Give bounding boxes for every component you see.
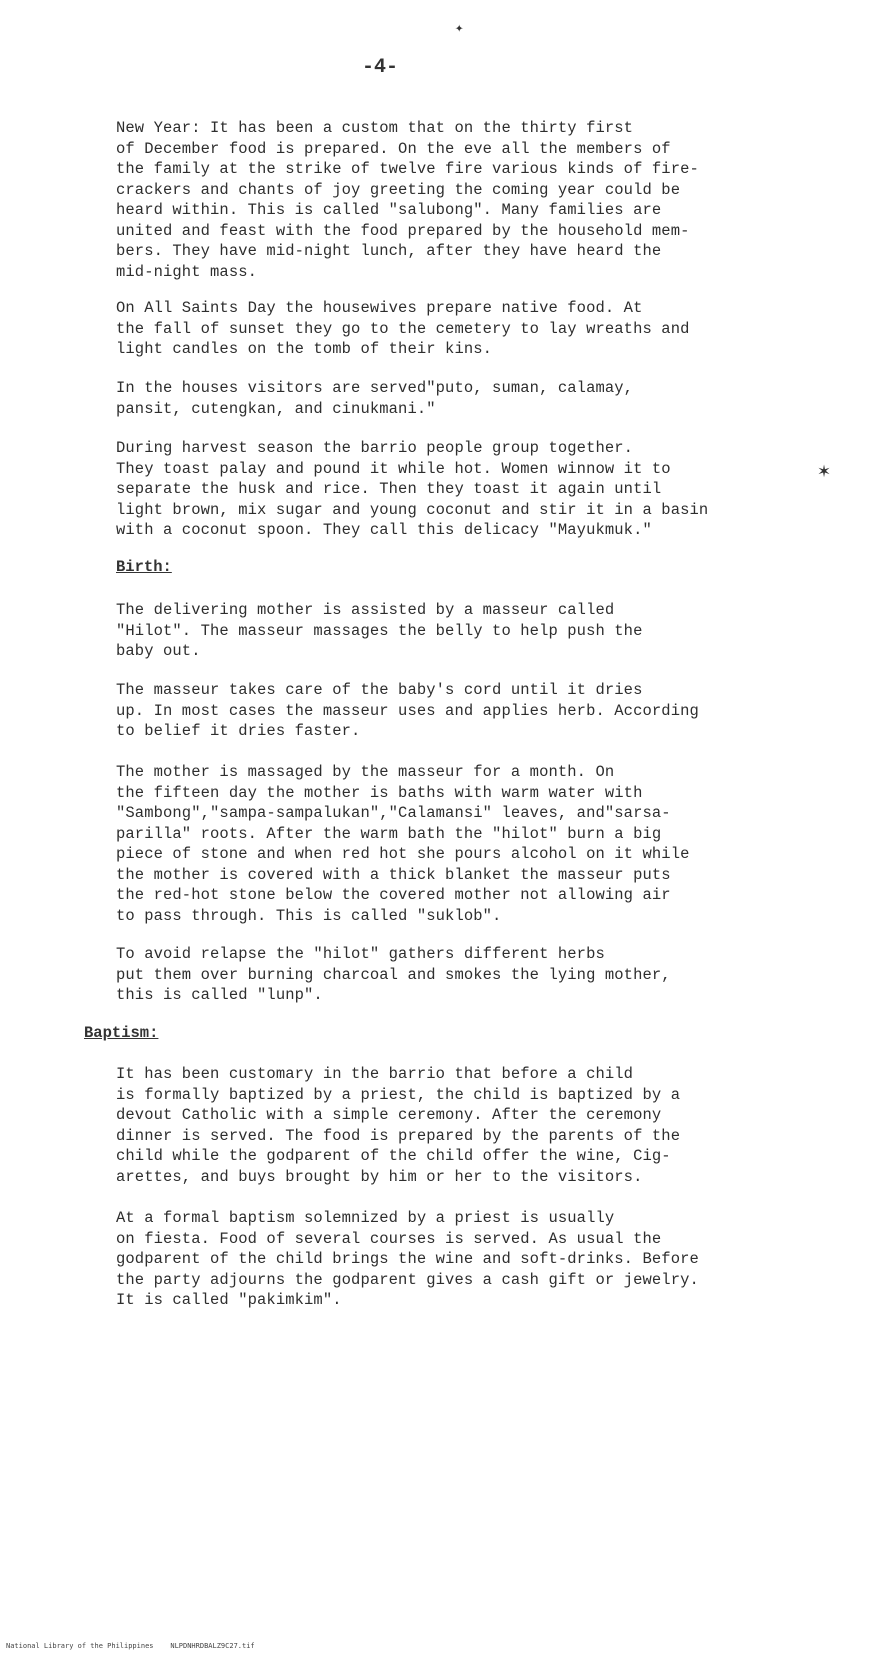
ink-speck: ✦ [455,21,464,37]
paragraph-visitors-served: In the houses visitors are served"puto, suman, calamay, pansit, cutengkan, and cinukmani." [116,379,634,418]
heading-birth: Birth: [116,558,172,576]
paragraph-birth-masseur: The delivering mother is assisted by a masseur called "Hilot". The masseur massages the belly to help push the baby out. [116,601,643,660]
page-number: -4- [361,56,398,79]
paragraph-birth-massage: The mother is massaged by the masseur for a month. On the fifteen day the mother is baths with warm water with "Sambong","sampa-sampalukan","Calamansi" leaves, and"sarsa- parilla" roots. After the warm bath the "hilot" burn a big piece of stone and when red hot she pours alcohol on it while the mother is covered with a thick blanket the masseur puts the red-hot stone below the covered mother not allowing air to pass through. This is called "suklob". [116,763,690,925]
paragraph-birth-relapse: To avoid relapse the "hilot" gathers different herbs put them over burning charcoal and smokes the lying mother, this is called "lunp". [116,945,671,1004]
paragraph-baptism-formal: At a formal baptism solemnized by a priest is usually on fiesta. Food of several courses is served. As usual the godparent of the child brings the wine and soft-drinks. Before the party adjourns the godparent gives a cash gift or jewelry. It is called "pakimkim". [116,1209,699,1309]
paragraph-harvest-season: During harvest season the barrio people group together. They toast palay and pound it while hot. Women winnow it to separate the husk and rice. Then they toast it again until light brown, mix sugar and young coconut and stir it in a basin with a coconut spoon. They call this delicacy "Mayukmuk." [116,439,709,539]
paragraph-all-saints: On All Saints Day the housewives prepare native food. At the fall of sunset they go to the cemetery to lay wreaths and light candles on the tomb of their kins. [116,299,690,358]
paragraph-birth-cord: The masseur takes care of the baby's cord until it dries up. In most cases the masseur uses and applies herb. According to belief it dries faster. [116,681,699,740]
margin-mark: ✶ [818,461,831,484]
heading-baptism: Baptism: [84,1024,159,1042]
paragraph-baptism-simple: It has been customary in the barrio that before a child is formally baptized by a priest, the child is baptized by a devout Catholic with a simple ceremony. After the ceremony dinner is served. The food is prepared by the parents of the child while the godparent of the child offer the wine, Cig- arettes, and buys brought by him or her to the visitors. [116,1065,681,1186]
paragraph-new-year: New Year: It has been a custom that on the thirty first of December food is prepared. On the eve all the members of the family at the strike of twelve fire various kinds of fire- crackers and chants of joy greeting the coming year could be heard within. This is called "salubong". Many families are united and feast with the food prepared by the household mem- bers. They have mid-night lunch, after they have heard the mid-night mass. [116,119,699,281]
footer-source-label: National Library of the Philippines NLPDNHRDBALZ9C27.tif [6,1642,255,1650]
